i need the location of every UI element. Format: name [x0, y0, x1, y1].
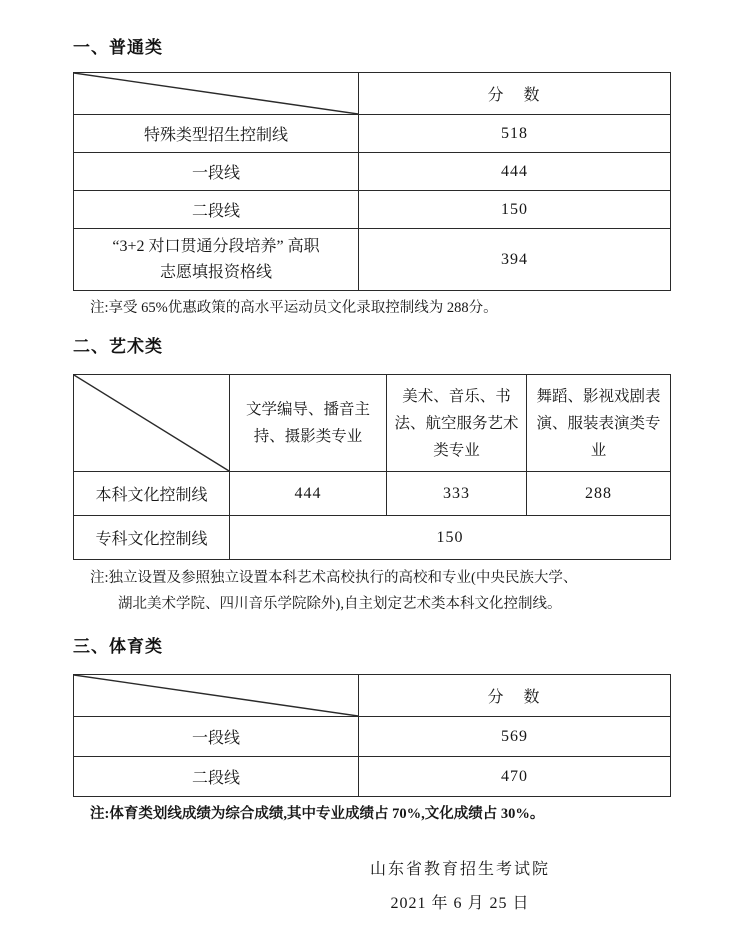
- row-value: 444: [230, 472, 387, 516]
- diagonal-header-cell: [74, 73, 359, 115]
- arts-score-table: [73, 374, 671, 560]
- arts-column-header-fine-arts: 美术、音乐、书法、航空服务艺术类专业: [387, 375, 527, 472]
- note-arts-line2: 湖北美术学院、四川音乐学院除外),自主划定艺术类本科文化控制线。: [118, 596, 562, 612]
- row-label: 二段线: [74, 191, 359, 229]
- score-column-header: 分 数: [359, 73, 671, 115]
- row-value: 333: [387, 472, 527, 516]
- row-label-line2: 志愿填报资格线: [159, 263, 272, 281]
- diagonal-line-icon: [74, 675, 358, 716]
- row-label: 一段线: [74, 153, 359, 191]
- row-value: 394: [359, 229, 671, 291]
- note-sports: 注:体育类划线成绩为综合成绩,其中专业成绩占 70%,文化成绩占 30%。: [90, 806, 545, 822]
- row-label: [74, 229, 359, 291]
- row-value: 288: [527, 472, 671, 516]
- section-heading-arts: 二、艺术类: [73, 337, 163, 356]
- note-general: 注:享受 65%优惠政策的高水平运动员文化录取控制线为 288分。: [90, 300, 498, 316]
- row-value: 470: [359, 757, 671, 797]
- arts-column-header-literature: 文学编导、播音主持、摄影类专业: [230, 375, 387, 472]
- table-row: [74, 375, 671, 472]
- table-row: [74, 675, 671, 717]
- row-label: 一段线: [74, 717, 359, 757]
- row-value: 444: [359, 153, 671, 191]
- table-row: [74, 229, 671, 291]
- score-column-header: 分 数: [359, 675, 671, 717]
- row-label: 专科文化控制线: [74, 516, 230, 560]
- row-label-line1: “3+2 对口贯通分段培养” 高职: [112, 237, 320, 255]
- diagonal-line-icon: [74, 375, 229, 471]
- section-heading-general: 一、普通类: [73, 38, 163, 57]
- note-arts-line1: 注:独立设置及参照独立设置本科艺术高校执行的高校和专业(中央民族大学、: [90, 570, 578, 586]
- arts-column-header-dance: 舞蹈、影视戏剧表演、服装表演类专业: [527, 375, 671, 472]
- table-row: [74, 516, 671, 560]
- diagonal-line-icon: [74, 73, 358, 114]
- table-row: [74, 191, 671, 229]
- table-row: [74, 115, 671, 153]
- footer-issuer: 山东省教育招生考试院: [369, 861, 550, 878]
- sports-score-table: [73, 674, 671, 797]
- footer-date: 2021 年 6 月 25 日: [390, 895, 530, 912]
- row-value: 150: [359, 191, 671, 229]
- section-heading-sports: 三、体育类: [73, 637, 163, 656]
- row-label: 本科文化控制线: [74, 472, 230, 516]
- table-row: [74, 153, 671, 191]
- row-value: 518: [359, 115, 671, 153]
- table-row: [74, 757, 671, 797]
- diagonal-header-cell: [74, 375, 230, 472]
- row-merged-value: 150: [230, 516, 671, 560]
- table-row: [74, 472, 671, 516]
- table-row: [74, 717, 671, 757]
- general-score-table: [73, 72, 671, 291]
- row-label: 特殊类型招生控制线: [74, 115, 359, 153]
- row-label: 二段线: [74, 757, 359, 797]
- diagonal-header-cell: [74, 675, 359, 717]
- row-value: 569: [359, 717, 671, 757]
- table-row: [74, 73, 671, 115]
